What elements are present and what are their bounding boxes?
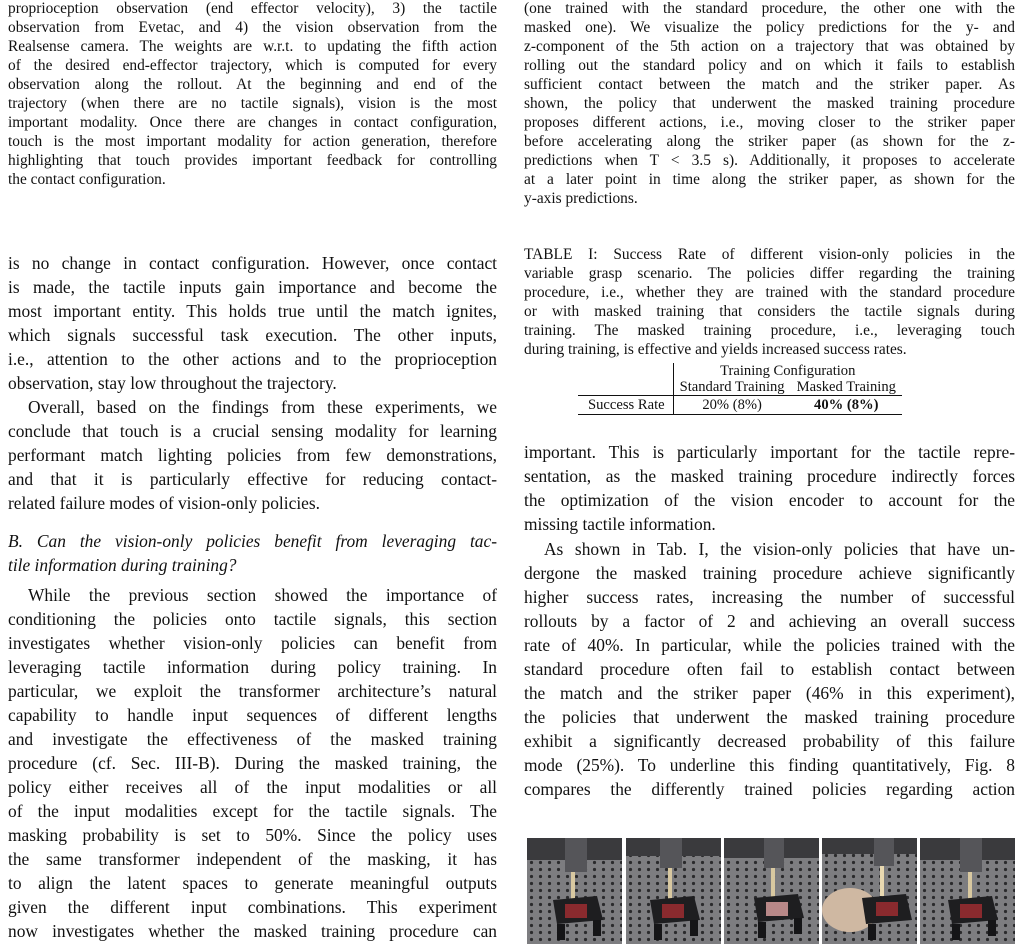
table-caption-line: or with masked training that considers the tactile signals during <box>524 303 1015 320</box>
body-line: and investigate the effectiveness of the masked training <box>8 729 497 749</box>
caption-line: highlighting that touch provides important feedback for controlling <box>8 152 497 169</box>
body-line: As shown in Tab. I, the vision-only policies that have un- <box>544 539 1015 559</box>
photo-frame-1 <box>527 838 622 944</box>
body-line: i.e., attention to the other actions and to the proprioception <box>8 349 497 369</box>
photo-frame-3 <box>724 838 819 944</box>
body-line: of the input modalities except for the tactile signals. The <box>8 801 497 821</box>
table-value-standard: 20% (8%) <box>702 397 762 413</box>
body-line: the match and the striker paper (46% in this experiment), <box>524 683 1015 703</box>
body-line: which signals successful task execution. The other inputs, <box>8 325 497 345</box>
caption-line: trajectory (when there are no tactile signals), vision is the most <box>8 95 497 112</box>
table-caption-line: variable grasp scenario. The policies differ regarding the training <box>524 265 1015 282</box>
body-line: investigates whether vision-only policies can benefit from <box>8 633 497 653</box>
body-line: given the different input combinations. This experiment <box>8 897 497 917</box>
caption-line: z-component of the 5th action on a trajectory that was obtained by <box>524 38 1015 55</box>
caption-line: touch is the most important modality for action generation, therefore <box>8 133 497 150</box>
caption-line: masked one). We visualize the policy predictions for the y- and <box>524 19 1015 36</box>
body-line: exhibit a significantly decreased probability of this failure <box>524 731 1015 751</box>
body-line: procedure (cf. Sec. III-B). During the masked training, the <box>8 753 497 773</box>
caption-line: shown, the policy that underwent the masked training procedure <box>524 95 1015 112</box>
body-line: missing tactile information. <box>524 514 716 534</box>
body-line: most important entity. This holds true until the match ignites, <box>8 301 497 321</box>
body-line: Overall, based on the findings from these experiments, we <box>28 397 497 417</box>
body-line: observation, stay low throughout the trajectory. <box>8 373 337 393</box>
body-line: leveraging tactile information during policy training. In <box>8 657 497 677</box>
body-line: related failure modes of vision-only policies. <box>8 493 320 513</box>
body-line: policy either receives all of the input modalities or all <box>8 777 497 797</box>
caption-line: proprioception observation (end effector velocity), 3) the tactile <box>8 0 497 17</box>
body-line: higher success rates, increasing the number of successful <box>524 587 1015 607</box>
photo-frame-5 <box>920 838 1015 944</box>
section-heading: tile information during training? <box>8 555 237 575</box>
body-line: the policies that underwent the masked training procedure <box>524 707 1015 727</box>
body-line: and that it is particularly effective for reducing contact- <box>8 469 497 489</box>
table-caption-line: during training, is effective and yields increased success rates. <box>524 341 907 358</box>
body-line: dergone the masked training procedure achieve significantly <box>524 563 1015 583</box>
caption-line: before accelerating along the striker paper (as shown for the z- <box>524 133 1015 150</box>
photo-frame-4 <box>822 838 917 944</box>
caption-line: Realsense camera. The weights are w.r.t. to updating the fifth action <box>8 38 497 55</box>
caption-line: proposes different actions, i.e., moving closer to the striker paper <box>524 114 1015 131</box>
table-caption-line: TABLE I: Success Rate of different vision-only policies in the <box>524 246 1015 263</box>
caption-line: (one trained with the standard procedure, the other one with the <box>524 0 1015 17</box>
caption-line: important modality. Once there are changes in contact configuration, <box>8 114 497 131</box>
table-caption-line: procedure, i.e., whether they are trained with the standard procedure <box>524 284 1015 301</box>
body-line: capability to handle input sequences of different lengths <box>8 705 497 725</box>
body-line: masking probability is set to 50%. Since the policy uses <box>8 825 497 845</box>
body-line: particular, we exploit the transformer architecture’s natural <box>8 681 497 701</box>
caption-line: y-axis predictions. <box>524 190 638 207</box>
caption-line: at a later point in time along the striker paper, as shown for the <box>524 171 1015 188</box>
body-line: rate of 40%. In particular, while the policies trained with the <box>524 635 1015 655</box>
body-line: the optimization of the vision encoder to account for the <box>524 490 1015 510</box>
table-caption-line: training. The masked training procedure, i.e., leveraging touch <box>524 322 1015 339</box>
body-line: compares the differently trained policies regarding action <box>524 779 1015 799</box>
body-line: sentation, as the masked training procedure indirectly forces <box>524 466 1015 486</box>
table-value-masked: 40% (8%) <box>814 397 879 413</box>
section-heading: B. Can the vision-only policies benefit from leveraging tac- <box>8 531 497 551</box>
body-line: standard procedure often fail to establish contact between <box>524 659 1015 679</box>
caption-line: rolling out the standard policy and on which it fails to establish <box>524 57 1015 74</box>
body-line: While the previous section showed the importance of <box>28 585 497 605</box>
success-rate-table <box>578 363 902 415</box>
caption-line: sufficient contact between the match and the striker paper. As <box>524 76 1015 93</box>
table-group-header: Training Configuration <box>720 363 856 379</box>
body-line: conditioning the policies onto tactile signals, this section <box>8 609 497 629</box>
body-line: mode (25%). To underline this finding quantitatively, Fig. 8 <box>524 755 1015 775</box>
table-row-label: Success Rate <box>578 396 673 415</box>
body-line: now investigates whether the masked training procedure can <box>8 921 497 941</box>
caption-line: observation along the rollout. At the beginning and end of the <box>8 76 497 93</box>
body-line: the same transformer independent of the masking, it has <box>8 849 497 869</box>
caption-line: observation from Evetac, and 4) the vision observation from the <box>8 19 497 36</box>
body-line: important. This is particularly important for the tactile repre- <box>524 442 1015 462</box>
body-line: to align the latent spaces to generate meaningful outputs <box>8 873 497 893</box>
photo-frame-2 <box>626 838 721 944</box>
caption-line: the contact configuration. <box>8 171 166 188</box>
body-line: performant match lighting policies from few demonstrations, <box>8 445 497 465</box>
body-line: rollouts by a factor of 2 and achieving an overall success <box>524 611 1015 631</box>
body-line: conclude that touch is a crucial sensing modality for learning <box>8 421 497 441</box>
body-line: is made, the tactile inputs gain importance and become the <box>8 277 497 297</box>
body-line: is no change in contact configuration. However, once contact <box>8 253 497 273</box>
caption-line: predictions when T < 3.5 s). Additionally, it proposes to accelerate <box>524 152 1015 169</box>
table-col-masked: Masked Training <box>796 379 896 395</box>
caption-line: of the desired end-effector trajectory, which is computed for every <box>8 57 497 74</box>
table-col-standard: Standard Training <box>679 379 785 395</box>
